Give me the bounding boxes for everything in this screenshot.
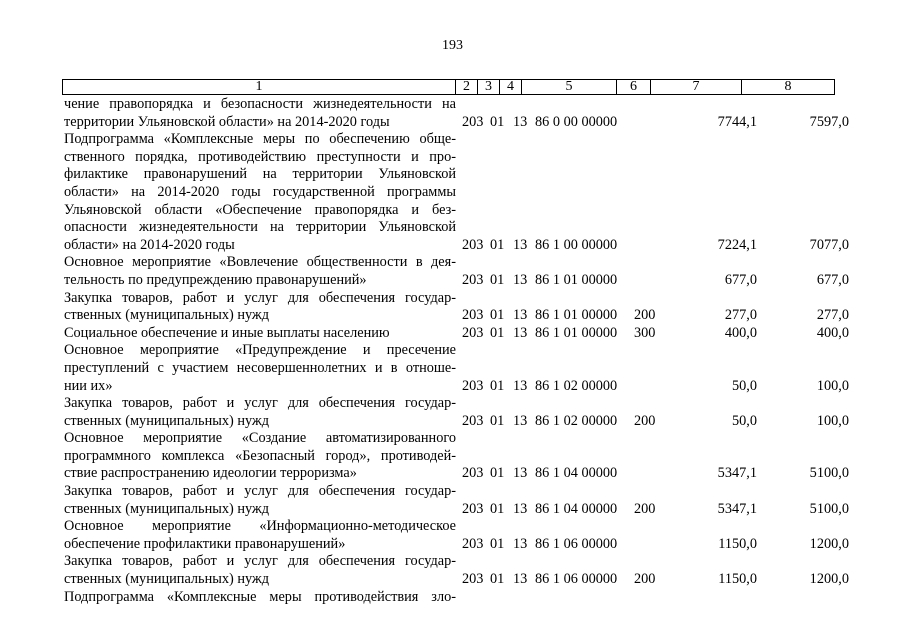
col-header-7: 7 xyxy=(651,80,742,95)
row-description xyxy=(64,589,456,607)
cell-col-5: 86 1 01 00000 xyxy=(535,324,618,341)
description-line: Закупка товаров, работ и услуг для обеспечения государ- xyxy=(64,483,456,500)
cell-col-8: 400,0 xyxy=(816,324,849,341)
cell-col-5: 86 1 00 00000 xyxy=(535,236,618,253)
cell-col-5: 86 1 06 00000 xyxy=(535,535,618,552)
cell-col-8: 1200,0 xyxy=(809,535,849,552)
table-row xyxy=(0,131,905,254)
cell-col-3: 01 xyxy=(490,307,505,324)
cell-col-8: 7597,0 xyxy=(809,113,849,130)
description-line: Подпрограмма «Комплексные меры противодействия зло- xyxy=(64,588,456,605)
table-row xyxy=(0,254,905,289)
table-row xyxy=(0,518,905,553)
cell-col-7: 677,0 xyxy=(724,271,757,288)
cell-col-5: 86 1 01 00000 xyxy=(535,271,618,288)
cell-col-7: 277,0 xyxy=(724,307,757,324)
cell-col-2: 203 xyxy=(462,412,484,429)
cell-col-3: 01 xyxy=(490,236,505,253)
cell-col-4: 13 xyxy=(513,324,528,341)
col-header-4: 4 xyxy=(500,80,522,95)
row-description xyxy=(64,553,456,588)
row-description xyxy=(64,518,456,553)
cell-col-5: 86 1 04 00000 xyxy=(535,465,618,482)
col-header-2: 2 xyxy=(456,80,478,95)
table-row xyxy=(0,589,905,607)
cell-col-7: 50,0 xyxy=(731,377,757,394)
cell-col-2: 203 xyxy=(462,307,484,324)
cell-col-7: 1150,0 xyxy=(718,571,757,588)
description-line: филактике правонарушений на территории Ульяновской xyxy=(64,166,456,183)
cell-col-5: 86 0 00 00000 xyxy=(535,113,618,130)
cell-col-5: 86 1 01 00000 xyxy=(535,307,618,324)
cell-col-6: 200 xyxy=(634,571,656,588)
cell-col-7: 5347,1 xyxy=(717,500,757,517)
description-line: Подпрограмма «Комплексные меры по обеспечению обще- xyxy=(64,131,456,148)
cell-col-3: 01 xyxy=(490,535,505,552)
description-line: опасности жизнедеятельности на территории Ульяновской xyxy=(64,219,456,236)
description-line: Ульяновской области «Обеспечение правопорядка и без- xyxy=(64,201,456,218)
cell-col-7: 7744,1 xyxy=(717,113,757,130)
cell-col-2: 203 xyxy=(462,113,484,130)
description-line: территории Ульяновской области» на 2014-2020 годы xyxy=(64,113,390,130)
cell-col-8: 277,0 xyxy=(816,307,849,324)
cell-col-2: 203 xyxy=(462,535,484,552)
cell-col-2: 203 xyxy=(462,271,484,288)
cell-col-2: 203 xyxy=(462,571,484,588)
cell-col-8: 677,0 xyxy=(816,271,849,288)
cell-col-6: 200 xyxy=(634,307,656,324)
table-row xyxy=(0,483,905,518)
description-line: ственного порядка, противодействию преступности и про- xyxy=(64,148,456,165)
row-description xyxy=(64,96,456,131)
cell-col-2: 203 xyxy=(462,465,484,482)
cell-col-4: 13 xyxy=(513,236,528,253)
cell-col-7: 400,0 xyxy=(724,324,757,341)
cell-col-3: 01 xyxy=(490,500,505,517)
table-row xyxy=(0,395,905,430)
cell-col-4: 13 xyxy=(513,465,528,482)
table-row xyxy=(0,290,905,325)
cell-col-3: 01 xyxy=(490,113,505,130)
table-row xyxy=(0,430,905,483)
cell-col-4: 13 xyxy=(513,571,528,588)
row-description xyxy=(64,131,456,254)
description-line: ствие распространению идеологии терроризма» xyxy=(64,465,357,482)
row-description xyxy=(64,290,456,325)
description-line: чение правопорядка и безопасности жизнедеятельности на xyxy=(64,96,456,112)
row-description xyxy=(64,430,456,483)
description-line: ственных (муниципальных) нужд xyxy=(64,500,270,517)
column-header-row xyxy=(62,79,835,95)
description-line: нии их» xyxy=(64,377,113,394)
description-line: ственных (муниципальных) нужд xyxy=(64,571,270,588)
cell-col-2: 203 xyxy=(462,500,484,517)
cell-col-2: 203 xyxy=(462,236,484,253)
description-line: Социальное обеспечение и иные выплаты населению xyxy=(64,324,390,341)
description-line: программного комплекса «Безопасный город», противодей- xyxy=(64,447,456,464)
cell-col-8: 7077,0 xyxy=(809,236,849,253)
cell-col-3: 01 xyxy=(490,412,505,429)
description-line: ственных (муниципальных) нужд xyxy=(64,412,270,429)
cell-col-8: 100,0 xyxy=(816,412,849,429)
description-line: Основное мероприятие «Предупреждение и пресечение xyxy=(64,342,456,359)
cell-col-5: 86 1 02 00000 xyxy=(535,412,618,429)
col-header-1: 1 xyxy=(63,80,456,95)
table-row xyxy=(0,96,905,131)
row-description xyxy=(64,342,456,395)
row-description xyxy=(64,254,456,289)
cell-col-4: 13 xyxy=(513,307,528,324)
cell-col-2: 203 xyxy=(462,377,484,394)
cell-col-6: 200 xyxy=(634,412,656,429)
cell-col-5: 86 1 06 00000 xyxy=(535,571,618,588)
table-row xyxy=(0,325,905,343)
description-line: тельность по предупреждению правонарушений» xyxy=(64,271,367,288)
cell-col-3: 01 xyxy=(490,271,505,288)
cell-col-8: 5100,0 xyxy=(809,465,849,482)
cell-col-7: 5347,1 xyxy=(717,465,757,482)
cell-col-3: 01 xyxy=(490,465,505,482)
description-line: Основное мероприятие «Информационно-методическое xyxy=(64,518,456,535)
row-description xyxy=(64,325,456,343)
cell-col-7: 7224,1 xyxy=(717,236,757,253)
description-line: Закупка товаров, работ и услуг для обеспечения государ- xyxy=(64,395,456,412)
description-line: Основное мероприятие «Вовлечение общественности в дея- xyxy=(64,254,456,271)
description-line: Закупка товаров, работ и услуг для обеспечения государ- xyxy=(64,289,456,306)
description-line: обеспечение профилактики правонарушений» xyxy=(64,535,346,552)
row-description xyxy=(64,395,456,430)
description-line: Закупка товаров, работ и услуг для обеспечения государ- xyxy=(64,553,456,570)
budget-table-body xyxy=(0,96,905,606)
cell-col-7: 1150,0 xyxy=(718,535,757,552)
cell-col-4: 13 xyxy=(513,500,528,517)
cell-col-3: 01 xyxy=(490,324,505,341)
cell-col-4: 13 xyxy=(513,412,528,429)
table-row xyxy=(0,553,905,588)
page-number: 193 xyxy=(442,38,463,53)
cell-col-7: 50,0 xyxy=(731,412,757,429)
cell-col-5: 86 1 04 00000 xyxy=(535,500,618,517)
col-header-6: 6 xyxy=(617,80,651,95)
cell-col-6: 200 xyxy=(634,500,656,517)
cell-col-6: 300 xyxy=(634,324,656,341)
cell-col-4: 13 xyxy=(513,113,528,130)
description-line: области» на 2014-2020 годы государственной программы xyxy=(64,183,456,200)
description-line: Основное мероприятие «Создание автоматизированного xyxy=(64,430,456,447)
cell-col-5: 86 1 02 00000 xyxy=(535,377,618,394)
table-row xyxy=(0,342,905,395)
cell-col-3: 01 xyxy=(490,377,505,394)
description-line: ственных (муниципальных) нужд xyxy=(64,307,270,324)
cell-col-8: 5100,0 xyxy=(809,500,849,517)
description-line: преступлений с участием несовершеннолетних и в отноше- xyxy=(64,359,456,376)
cell-col-2: 203 xyxy=(462,324,484,341)
cell-col-4: 13 xyxy=(513,271,528,288)
row-description xyxy=(64,483,456,518)
cell-col-3: 01 xyxy=(490,571,505,588)
cell-col-4: 13 xyxy=(513,535,528,552)
col-header-3: 3 xyxy=(478,80,500,95)
col-header-5: 5 xyxy=(522,80,617,95)
col-header-8: 8 xyxy=(742,80,835,95)
cell-col-8: 1200,0 xyxy=(809,571,849,588)
cell-col-4: 13 xyxy=(513,377,528,394)
description-line: области» на 2014-2020 годы xyxy=(64,236,235,253)
cell-col-8: 100,0 xyxy=(816,377,849,394)
